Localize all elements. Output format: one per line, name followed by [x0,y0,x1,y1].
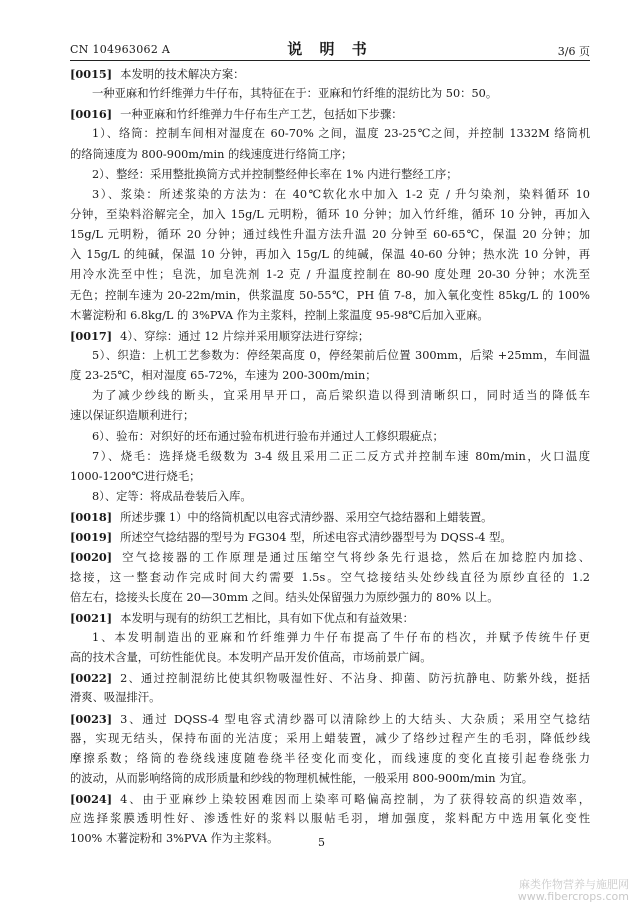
line-text: 用冷水洗至中性；皂洗，加皂洗剂 1-2 克 / 升温度控制在 80-90 度处理 20-30 分钟；水洗至 [70,268,590,282]
line-text: 空气捻接器的工作原理是通过压缩空气将纱条先行退捻，然后在加捻腔内加捻、 [120,551,590,565]
text-line [70,507,590,527]
line-text: 2、通过控制混纺比使其织物吸湿性好、不沾身、抑菌、防污抗静电、防紫外线，挺括 [120,672,590,686]
text-line [70,346,590,366]
line-text: 入 15g/L 的纯碱，保温 10 分钟，再加入 15g/L 的纯碱，保温 40-60 分钟；热水洗 10 分钟，再 [70,248,590,262]
text-line [70,84,590,104]
text-line [70,527,590,547]
paragraph-number: [0021] [70,610,113,625]
line-text: 无色；控制车速为 20-22m/min，供浆温度 50-55℃，PH 值 7-8，加入氧化变性 85kg/L 的 100% [70,288,590,302]
line-text: 捻接，这一整套动作完成时间大约需要 1.5s。空气捻接结头处纱线直径为原纱直径的 1.2 [70,570,590,584]
document-title: 说 明 书 [287,40,373,58]
line-text: 15g/L 元明粉，循环 20 分钟；通过线性升温方法升温 20 分钟至 60-65℃，保温 20 分钟；加 [70,228,590,242]
line-text: 滑爽、吸湿排汗。 [70,691,161,705]
paragraph-number: [0016] [70,107,113,122]
line-text: 1000-1200℃进行烧毛； [70,469,201,483]
line-text: 度 23-25℃，相对湿度 65-72%，车速为 200-300m/min； [70,369,377,383]
line-text: 器，实现无结头，保持布面的光洁度；采用上蜡装置，减少了络纱过程产生的毛羽，降低纱线 [70,731,590,745]
line-text: 高的技术含量，可纺性能优良。本发明产品开发价值高，市场前景广阔。 [70,651,432,665]
text-line [70,749,590,769]
text-line [70,104,590,124]
text-line [70,608,590,628]
text-line [70,467,590,487]
line-text: 5）、织造：上机工艺参数为：停经架高度 0，停经架前后位置 300mm，后梁 +25mm，车间温 [92,348,590,362]
line-text: 本发明的技术解决方案： [120,68,245,81]
line-text: 一种亚麻和竹纤维弹力牛仔布，其特征在于：亚麻和竹纤维的混纺比为 50：50。 [92,87,498,101]
watermark-url: www.fibercrops.com [517,890,629,903]
text-line [70,64,590,84]
page-header [70,38,590,60]
text-line [70,809,590,829]
line-text: 6）、验布：对织好的坯布通过验布机进行验布并通过人工修织瑕疵点； [92,429,444,443]
paragraph-number: [0018] [70,510,113,525]
line-text: 2）、整经：采用整批换筒方式并控制整经伸长率在 1% 内进行整经工序； [92,167,458,181]
text-line [70,769,590,789]
line-text: 3、通过 DQSS-4 型电容式清纱器可以清除纱上的大结头、大杂质；采用空气捻结 [120,712,590,726]
paragraph-number: [0023] [70,711,113,726]
line-text: 的波动，从而影响络筒的成形质量和纱线的物理机械性能，一般采用 800-900m/min 为宜。 [70,771,534,785]
text-line [70,145,590,165]
text-line [70,688,590,708]
text-line [70,185,590,205]
line-text: 3）、浆染：所述浆染的方法为：在 40℃软化水中加入 1-2 克 / 升匀染剂，染料循环 10 [92,187,590,201]
text-line [70,265,590,285]
line-text: 为了减少纱线的断头，宜采用早开口，高后梁织造以得到清晰织口，同时适当的降低车 [92,389,590,403]
line-text: 所述空气捻结器的型号为 FG304 型，所述电容式清纱器型号为 DQSS-4 型。 [120,531,512,545]
line-text: 倍左右，捻接头长度在 20—30mm 之间。结头处保留强力为原纱强力的 80% 以上。 [70,590,499,604]
text-line [70,729,590,749]
paragraph-number: [0024] [70,792,113,807]
line-text: 应选择浆膜透明性好、渗透性好的浆料以服帖毛羽，增加强度，浆料配方中选用氧化变性 [70,812,590,826]
line-text: 摩擦系数；络筒的卷绕线速度随卷绕半径变化而变化，而线速度的变化直接引起卷绕张力 [70,751,590,765]
text-line [70,205,590,225]
paragraph-number: [0015] [70,67,113,81]
patent-number: CN 104963062 A [70,43,171,56]
paragraph-number: [0017] [70,328,113,343]
line-text: 4）、穿综：通过 12 片综并采用顺穿法进行穿综； [120,329,370,343]
line-text: 7）、烧毛：选择烧毛级数为 3-4 级且采用二正二反方式并控制车速 80m/min，火口温度 [92,449,590,463]
line-text: 8）、定等：将成品卷装后入库。 [92,489,252,503]
text-line [70,487,590,507]
text-line [70,165,590,185]
text-line [70,306,590,326]
line-text: 一种亚麻和竹纤维弹力牛仔布生产工艺，包括如下步骤： [120,108,403,122]
line-text: 1）、络筒：控制车间相对湿度在 60-70% 之间，温度 23-25℃之间，并控制 1332M 络筒机 [92,127,590,141]
line-text: 4、由于亚麻纱上染较困难因而上染率可略偏高控制，为了获得较高的织造效率， [120,793,590,807]
text-line [70,427,590,447]
line-text: 本发明与现有的纺织工艺相比，具有如下优点和有益效果： [120,611,414,625]
paragraph-number: [0020] [70,550,113,565]
line-text: 1、本发明制造出的亚麻和竹纤维弹力牛仔布提高了牛仔布的档次，并赋予传统牛仔更 [92,630,590,644]
text-line [70,789,590,809]
text-line [70,225,590,245]
text-line [70,648,590,668]
text-line [70,568,590,588]
document-body [70,64,590,849]
watermark-site-name: 麻类作物营养与施肥网 [519,878,629,891]
text-line [70,668,590,688]
text-line [70,406,590,426]
line-text: 分钟，至染料浴解完全，加入 15g/L 元明粉，循环 10 分钟；加入竹纤维，循环 10 分钟，再加入 [70,207,590,221]
paragraph-number: [0022] [70,671,113,686]
text-line [70,628,590,648]
header-rule [70,60,590,61]
text-line [70,245,590,265]
line-text: 木薯淀粉和 6.8kg/L 的 3%PVA 作为主浆料，控制上浆温度 95-98℃后加入亚麻。 [70,308,489,322]
text-line [70,588,590,608]
text-line [70,547,590,567]
page-ref: 3/6 页 [557,45,590,58]
line-text: 速以保证织造顺利进行； [70,409,195,423]
line-text: 的络筒速度为 800-900m/min 的线速度进行络筒工序； [70,147,353,161]
text-line [70,447,590,467]
paragraph-number: [0019] [70,530,113,545]
page-number: 5 [318,836,325,849]
text-line [70,286,590,306]
line-text: 所述步骤 1）中的络筒机配以电容式清纱器、采用空气捻结器和上蜡装置。 [120,511,493,525]
text-line [70,124,590,144]
text-line [70,326,590,346]
line-text: 100% 木薯淀粉和 3%PVA 作为主浆料。 [70,832,279,846]
text-line [70,709,590,729]
text-line [70,366,590,386]
text-line [70,386,590,406]
